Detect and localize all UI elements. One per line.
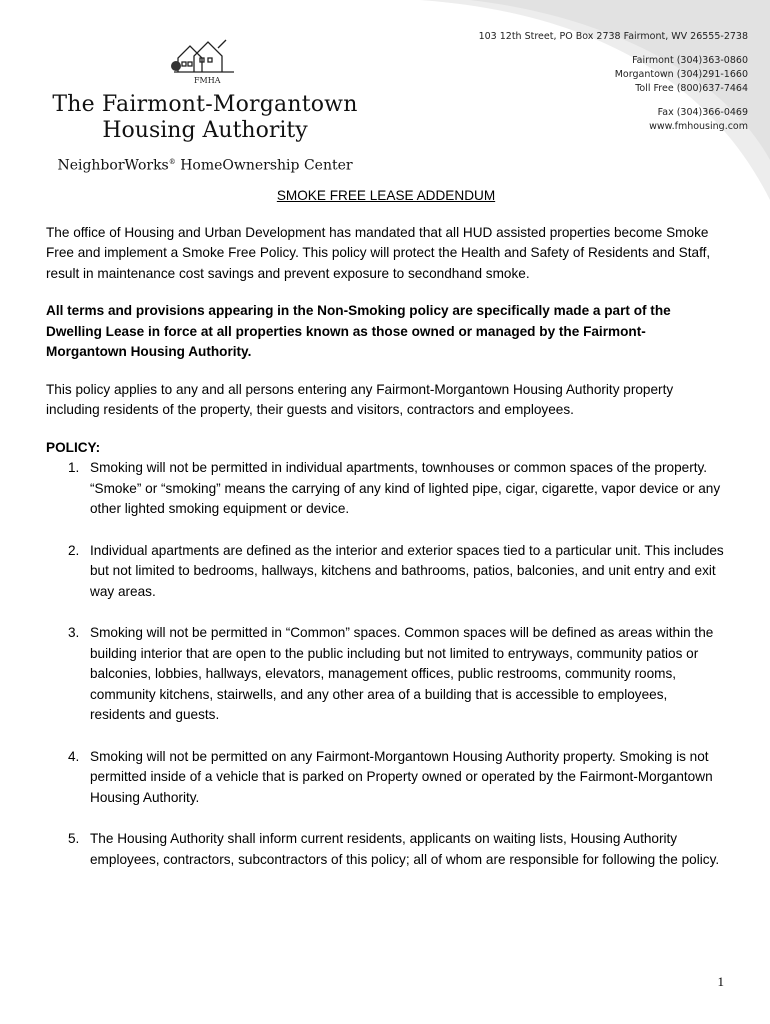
phone-toll-free: Toll Free (800)637-7464 bbox=[635, 83, 748, 94]
houses-logo-icon bbox=[168, 36, 240, 90]
contact-info bbox=[479, 30, 748, 134]
policy-item bbox=[46, 541, 726, 603]
policy-item-text: The Housing Authority shall inform current residents, applicants on waiting lists, Housing Authority employees, contractors, subcontractors of this policy; all of whom are responsible for following the policy. bbox=[90, 831, 720, 867]
applies-paragraph: This policy applies to any and all persons entering any Fairmont-Morgantown Housing Authority property including residents of the property, their guests and visitors, contractors and employees. bbox=[46, 381, 674, 417]
intro-paragraph: The office of Housing and Urban Development has mandated that all HUD assisted properties become Smoke Free and implement a Smoke Free Policy. This policy will protect the Health and Safety of Residents and Staff, result in maintenance cost savings and prevent exposure to secondhand smoke. bbox=[46, 224, 711, 281]
policy-item-number: 2. bbox=[68, 542, 80, 558]
policy-item bbox=[46, 623, 726, 726]
policy-list bbox=[46, 458, 726, 870]
org-name-line2: Housing Authority bbox=[102, 118, 308, 143]
address: 103 12th Street, PO Box 2738 Fairmont, WV 26555-2738 bbox=[478, 31, 748, 42]
policy-item-number: 1. bbox=[68, 460, 80, 475]
policy-item-text: Smoking will not be permitted in individual apartments, townhouses or common spaces of the property. “Smoke” or “smoking” means the carrying of any kind of lighted pipe, cigar, cigarette, vapor device or any other lighted smoking equipment or device. bbox=[90, 460, 721, 516]
policy-item-text: Individual apartments are defined as the interior and exterior spaces tied to a particular unit. This includes but not limited to bedrooms, hallways, kitchens and bathrooms, patios, balconies, and unit entry and exit way areas. bbox=[90, 542, 724, 599]
org-subtitle bbox=[0, 152, 410, 176]
policy-item-text: Smoking will not be permitted in “Common” spaces. Common spaces will be defined as areas within the building interior that are open to the public including but not limited to entryways, community patios or balconies, lobbies, hallways, elevators, management offices, public restrooms, community rooms, community kitchens, stairwells, and any other area of a building that is accessible to employees, residents and guests. bbox=[90, 625, 714, 722]
policy-item bbox=[46, 747, 726, 809]
org-name-line1: The Fairmont-Morgantown bbox=[52, 92, 358, 117]
policy-item-number: 3. bbox=[68, 625, 80, 640]
registered-mark: ® bbox=[168, 158, 176, 166]
document-title: SMOKE FREE LEASE ADDENDUM bbox=[276, 188, 496, 203]
logo-text: FMHA bbox=[194, 76, 221, 85]
org-subtitle-brand: NeighborWorks bbox=[57, 157, 169, 174]
policy-item-number: 5. bbox=[68, 831, 80, 846]
terms-paragraph: All terms and provisions appearing in the Non-Smoking policy are specifically made a part of the Dwelling Lease in force at all properties known as those owned or managed by the Fairmont-Morgantown Housing Authority. bbox=[46, 303, 671, 359]
phone-morgantown: Morgantown (304)291-1660 bbox=[614, 69, 748, 80]
organization-name-block bbox=[0, 92, 410, 176]
fax: Fax (304)366-0469 bbox=[657, 107, 748, 118]
policy-item bbox=[46, 829, 726, 870]
policy-item bbox=[46, 458, 726, 520]
website-link[interactable]: www.fmhousing.com bbox=[649, 121, 748, 132]
page-number: 1 bbox=[717, 974, 724, 989]
document-body bbox=[46, 186, 726, 891]
phone-fairmont: Fairmont (304)363-0860 bbox=[632, 55, 748, 66]
policy-heading: POLICY: bbox=[46, 439, 101, 455]
policy-item-text: Smoking will not be permitted on any Fairmont-Morgantown Housing Authority property. Smoking is not permitted inside of a vehicle that is parked on Property owned or operated by the Fairmont-Morgantown Housing Authority. bbox=[90, 748, 713, 805]
policy-item-number: 4. bbox=[68, 748, 80, 764]
org-subtitle-rest: HomeOwnership Center bbox=[175, 157, 353, 174]
